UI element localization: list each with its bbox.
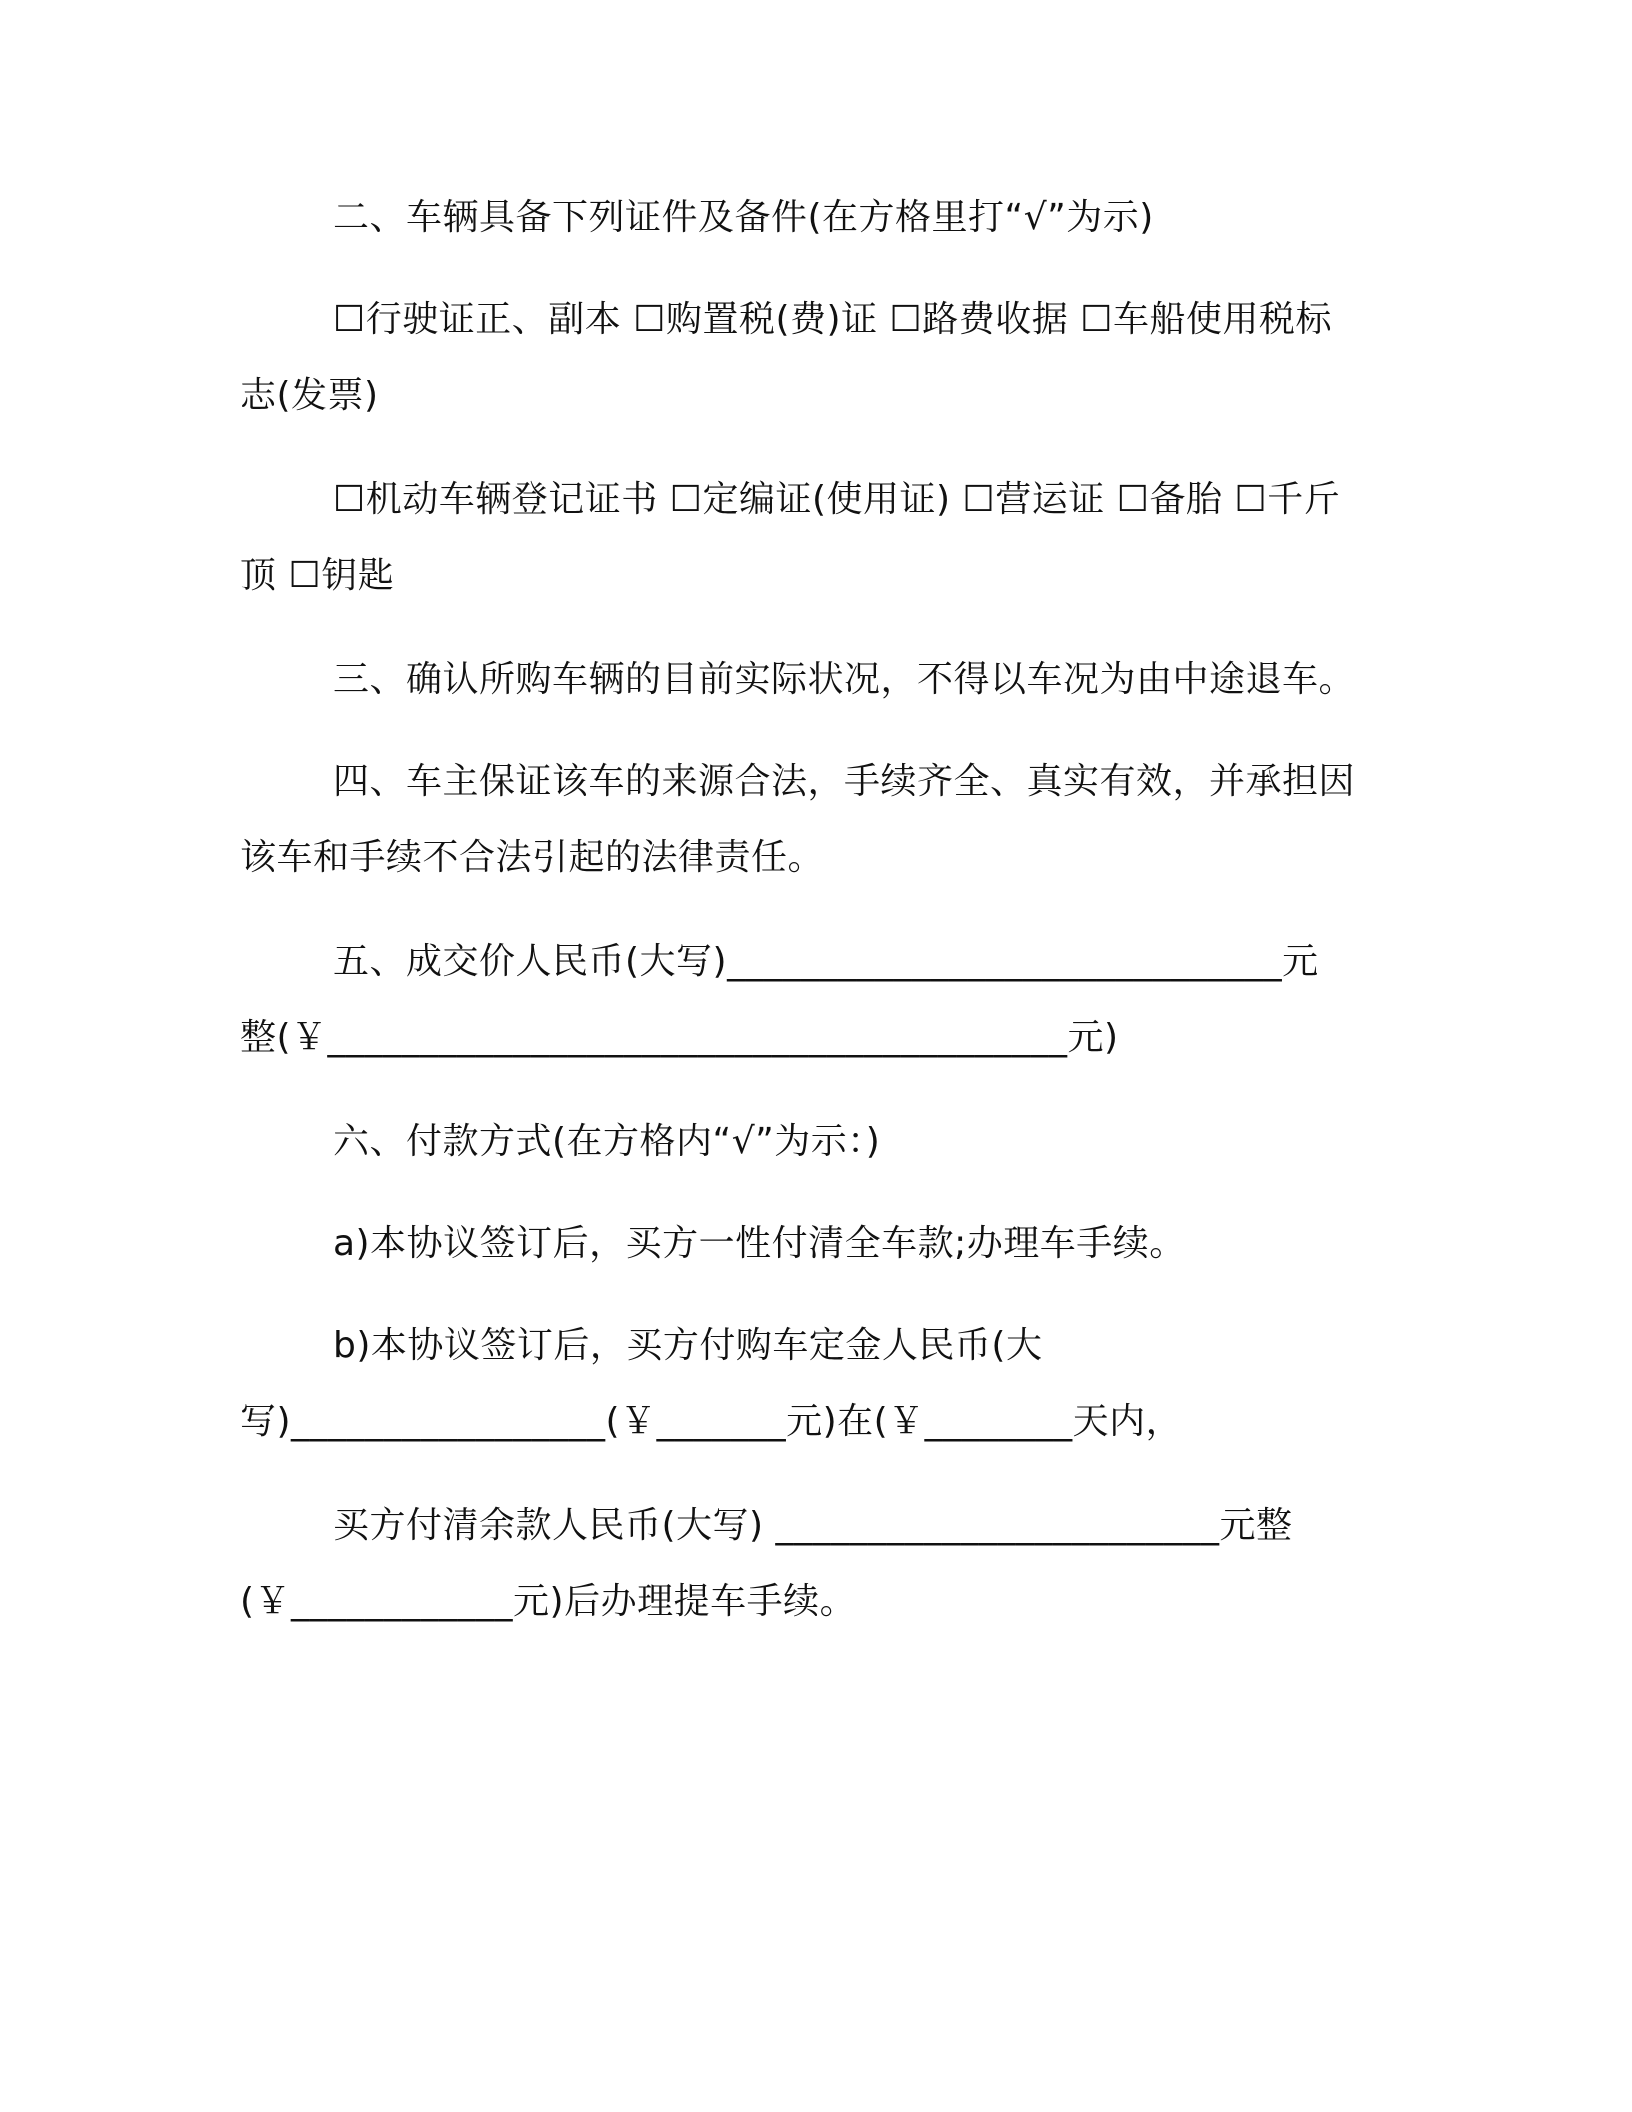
section-2-checklist-line-2: 志(发票) [240,375,379,416]
payment-option-b-line-3: 买方付清余款人民币(大写) ________________________元整 [333,1505,1293,1546]
payment-option-b-line-1: b)本协议签订后，买方付购车定金人民币(大 [333,1325,1043,1366]
section-6-heading: 六、付款方式(在方格内“√”为示：) [333,1121,881,1162]
section-3-text: 三、确认所购车辆的目前实际状况，不得以车况为由中途退车。 [333,659,1356,700]
section-4-line-2: 该车和手续不合法引起的法律责任。 [240,837,825,878]
section-2-checklist-line-4: 顶 ☐钥匙 [240,555,395,596]
section-5-line-2: 整(￥________________________________________元) [240,1017,1119,1058]
section-2-checklist-line-1: ☐行驶证正、副本 ☐购置税(费)证 ☐路费收据 ☐车船使用税标 [333,299,1333,340]
payment-option-a: a)本协议签订后，买方一性付清全车款;办理车手续。 [333,1223,1186,1264]
section-4-line-1: 四、车主保证该车的来源合法，手续齐全、真实有效，并承担因 [333,761,1356,802]
section-2-checklist-line-3: ☐机动车辆登记证书 ☐定编证(使用证) ☐营运证 ☐备胎 ☐千斤 [333,479,1341,520]
section-5-line-1: 五、成交价人民币(大写)______________________________元 [333,941,1319,982]
payment-option-b-line-4: (￥____________元)后办理提车手续。 [240,1581,857,1622]
section-2-heading: 二、车辆具备下列证件及备件(在方格里打“√”为示) [333,197,1154,238]
payment-option-b-line-2: 写)_________________(￥_______元)在(￥________天内， [240,1401,1183,1442]
